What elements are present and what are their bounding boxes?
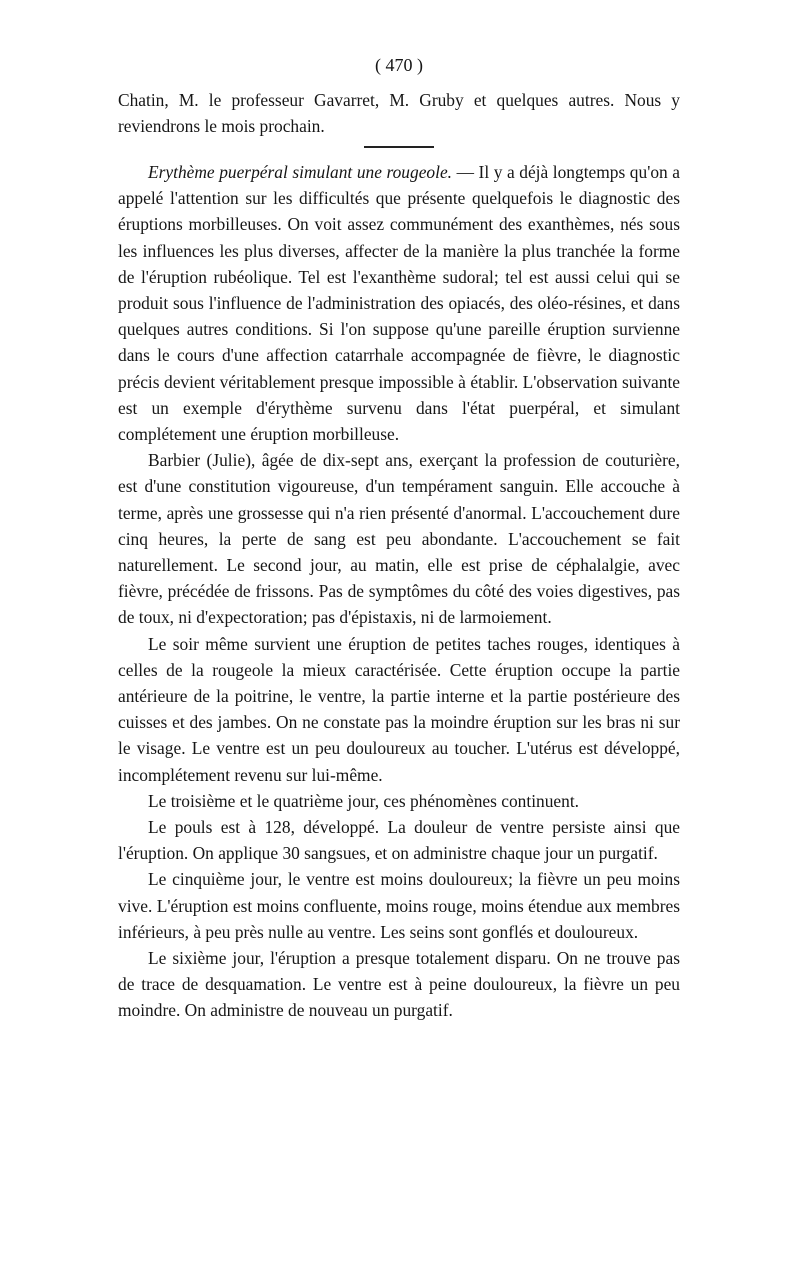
page-number: ( 470 ) <box>375 55 423 75</box>
paragraph-day-six: Le sixième jour, l'éruption a presque totalement disparu. On ne trouve pas de trace de desquamation. Le ventre est à peine douloureux, la fièvre un peu moindre. On administre de nouveau un purgatif. <box>118 948 680 1021</box>
article-intro-text: — Il y a déjà longtemps qu'on a appelé l'attention sur les difficultés que présente quelquefois le diagnostic des éruptions morbilleuses. On voit assez communément des exanthèmes, nés sous les influences les plus diverses, affecter de la manière la plus tranchée la forme de l'éruption rubéolique. Tel est l'exanthème sudoral; tel est aussi celui qui se produit sous l'influence de l'administration des opiacés, des oléo-résines, et dans quelques autres conditions. Si l'on suppose qu'une pareille éruption survienne dans le cours d'une affection catarrhale accompagnée de fièvre, le diagnostic précis devient véritablement presque impossible à établir. L'observation suivante est un exemple d'érythème survenu dans l'état puerpéral, et simulant complétement une éruption morbilleuse. <box>118 161 680 444</box>
section-divider <box>364 146 434 148</box>
article-title: Erythème puerpéral simulant une rougeole. <box>148 161 453 182</box>
paragraph-continuation: Chatin, M. le professeur Gavarret, M. Gruby et quelques autres. Nous y reviendrons le mois prochain. <box>118 90 680 137</box>
page-body <box>118 52 680 1024</box>
paragraph-eruption: Le soir même survient une éruption de petites taches rouges, identiques à celles de la rougeole la mieux caractérisée. Cette éruption occupe la partie antérieure de la poitrine, le ventre, la partie interne et la partie postérieure des cuisses et des jambes. On ne constate pas la moindre éruption sur les bras ni sur le visage. Le ventre est un peu douloureux au toucher. L'utérus est développé, incomplétement revenu sur lui-même. <box>118 633 680 785</box>
paragraph-pulse: Le pouls est à 128, développé. La douleur de ventre persiste ainsi que l'éruption. On applique 30 sangsues, et on administre chaque jour un purgatif. <box>118 816 680 864</box>
paragraph-case-history: Barbier (Julie), âgée de dix-sept ans, exerçant la profession de couturière, est d'une constitution vigoureuse, d'un tempérament sanguin. Elle accouche à terme, après une grossesse qui n'a rien présenté d'anormal. L'accouchement dure cinq heures, la perte de sang est peu abondante. L'accouchement se fait naturellement. Le second jour, au matin, elle est prise de céphalalgie, avec fièvre, précédée de frissons. Pas de symptômes du côté des voies digestives, pas de toux, ni d'expectoration; pas d'épistaxis, ni de larmoiement. <box>118 450 680 628</box>
paragraph-day-five: Le cinquième jour, le ventre est moins douloureux; la fièvre un peu moins vive. L'éruption est moins confluente, moins rouge, moins étendue aux membres inférieurs, à peu près nulle au ventre. Les seins sont gonflés et douloureux. <box>118 869 680 942</box>
paragraph-day-three-four: Le troisième et le quatrième jour, ces phénomènes continuent. <box>148 790 580 811</box>
paragraph-erytheme <box>118 159 680 447</box>
